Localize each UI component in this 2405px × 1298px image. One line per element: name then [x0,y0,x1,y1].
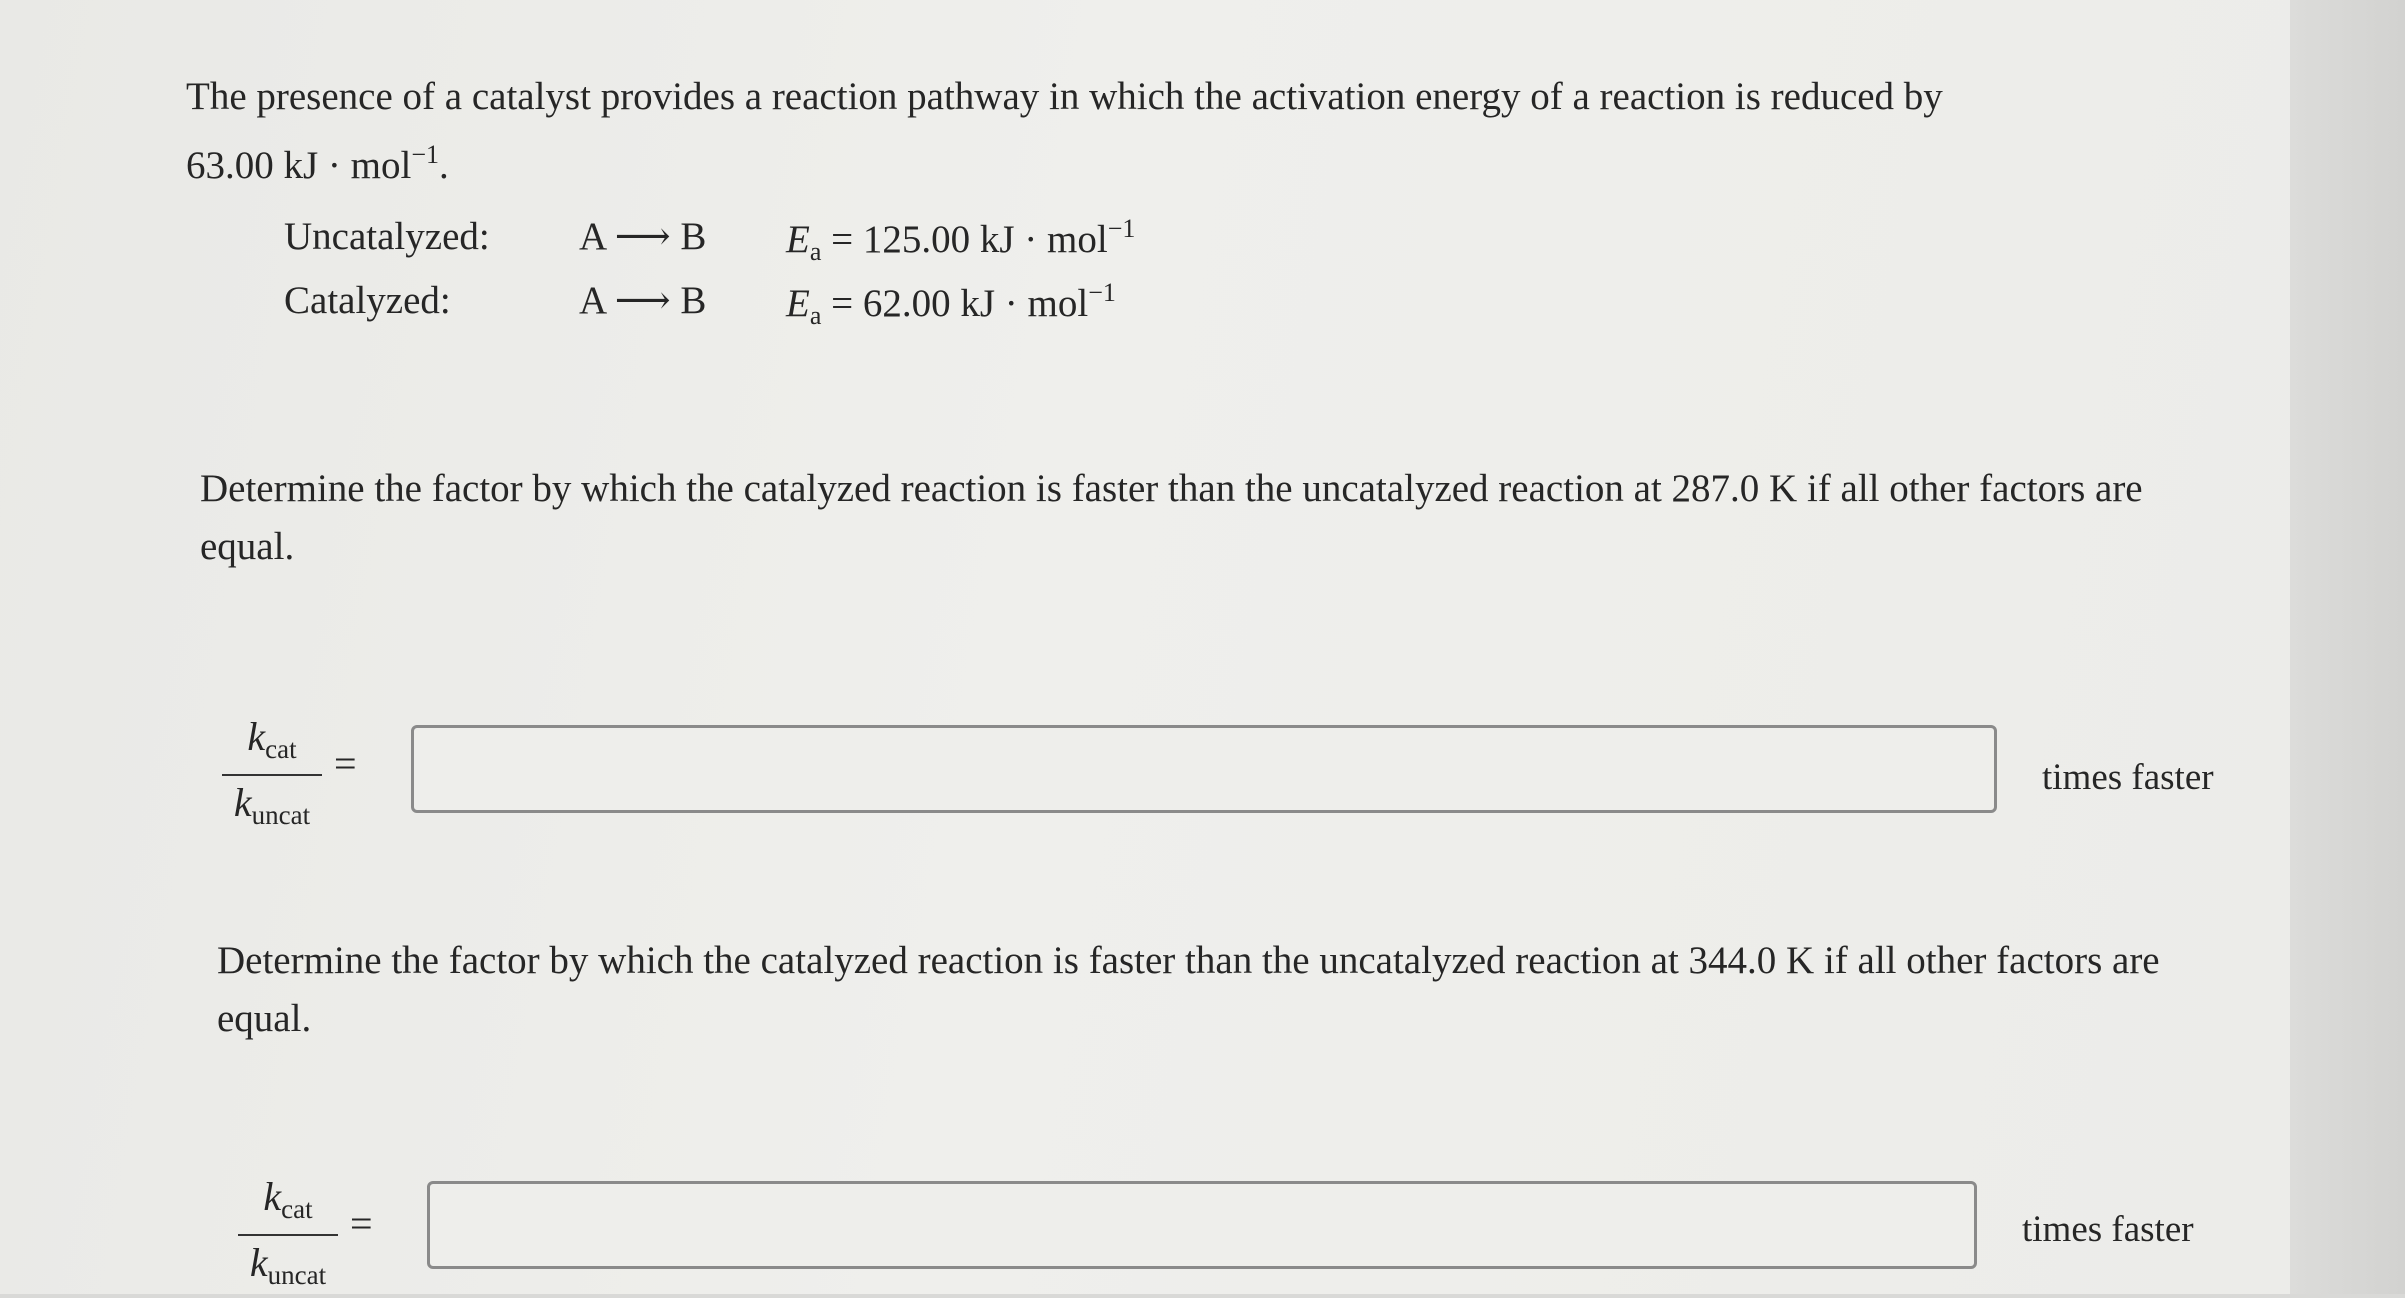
times-faster-label-1: times faster [2042,757,2214,798]
ea-value: = 62.00 kJ · mol [821,282,1089,325]
k-symbol: k [247,714,266,759]
rate-ratio-fraction-2 [238,1174,338,1298]
problem-intro [186,68,2066,195]
ea-symbol: E [786,218,810,261]
answer-input-2[interactable] [427,1181,1977,1269]
ea-subscript: a [809,237,822,266]
times-faster-label-2: times faster [2022,1209,2194,1250]
equals-sign: = [334,741,357,786]
k-symbol: k [233,780,252,825]
k-subscript: cat [281,1194,313,1224]
reaction-equation: A ⟶ B [579,215,707,258]
k-subscript: uncat [251,800,311,830]
fraction-denominator [222,780,322,838]
fraction-denominator [238,1240,338,1298]
ea-subscript: a [809,301,822,330]
fraction-bar [238,1234,338,1236]
reaction-label: Uncatalyzed: [284,215,490,258]
fraction-numerator [238,1174,338,1232]
k-symbol: k [249,1240,268,1285]
ea-exponent: −1 [1107,214,1136,243]
answer-input-1[interactable] [411,725,1997,813]
background-edge [2290,0,2405,1294]
question-2-text: Determine the factor by which the catalyzed reaction is faster than the uncatalyzed reaction at 344.0 K if all other factors are equal. [217,939,2160,1040]
k-symbol: k [263,1174,282,1219]
question-1-text: Determine the factor by which the catalyzed reaction is faster than the uncatalyzed reaction at 287.0 K if all other factors are equal. [200,467,2143,568]
intro-text: The presence of a catalyst provides a reaction pathway in which the activation energy of a reaction is reduced by [186,75,1943,118]
intro-exponent: −1 [411,140,440,169]
ea-exponent: −1 [1088,278,1116,307]
reaction-equation: A ⟶ B [579,279,707,322]
activation-energy [786,214,1135,267]
k-subscript: uncat [267,1260,327,1290]
k-subscript: cat [265,734,297,764]
fraction-bar [222,774,322,776]
intro-end: . [439,144,449,187]
activation-energy [786,278,1116,331]
intro-value: 63.00 kJ · mol [186,144,412,187]
fraction-numerator [222,714,322,772]
ea-symbol: E [786,282,810,325]
reaction-label: Catalyzed: [284,279,451,322]
equals-sign: = [350,1201,373,1246]
rate-ratio-fraction-1 [222,714,322,838]
ea-value: = 125.00 kJ · mol [821,218,1108,261]
